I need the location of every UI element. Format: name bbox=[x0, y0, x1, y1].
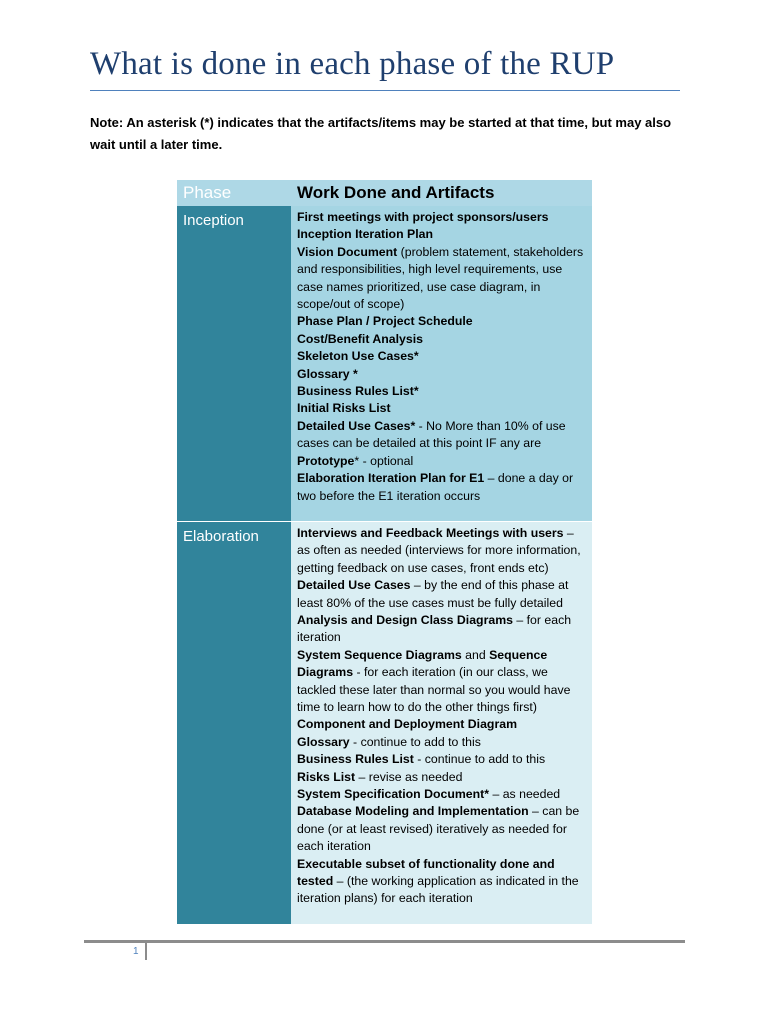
elaboration-artifacts bbox=[291, 521, 592, 923]
artifact-detail: – as often as needed (interviews for more information, getting feedback on use cases, front ends etc) bbox=[297, 525, 581, 575]
artifact-detail: – by the end of this phase at least 80% of the use cases must be fully detailed bbox=[297, 578, 569, 610]
page-number-divider bbox=[145, 943, 147, 960]
artifact-detail: (problem statement, stakeholders and responsibilities, high level requirements, use case names prioritized, use case diagram, in scope/out of scope) bbox=[297, 244, 584, 312]
artifact-name: Inception Iteration Plan bbox=[297, 227, 433, 242]
artifact-item bbox=[297, 418, 586, 453]
artifact-item bbox=[297, 470, 586, 505]
artifact-name: System Specification Document* bbox=[297, 787, 490, 801]
page-title: What is done in each phase of the RUP bbox=[90, 46, 615, 82]
artifact-item bbox=[297, 331, 586, 348]
artifact-name: Risks List bbox=[297, 769, 356, 784]
artifact-detail: – revise as needed bbox=[355, 769, 463, 784]
artifact-name: Database Modeling and Implementation bbox=[297, 804, 529, 819]
artifact-detail: – as needed bbox=[489, 787, 561, 801]
header-work-done: Work Done and Artifacts bbox=[291, 180, 592, 206]
artifact-name: Sequence Diagrams bbox=[297, 647, 548, 680]
artifact-name: Detailed Use Cases bbox=[297, 578, 411, 593]
artifact-detail: - continue to add to this bbox=[413, 752, 546, 767]
rup-phase-table bbox=[177, 180, 592, 924]
artifact-name: Cost/Benefit Analysis bbox=[297, 331, 423, 346]
artifact-item bbox=[297, 716, 586, 733]
artifact-detail: - continue to add to this bbox=[349, 734, 481, 749]
artifact-name: Interviews and Feedback Meetings with users bbox=[297, 525, 564, 540]
artifact-item bbox=[297, 751, 586, 768]
artifact-name: Prototype bbox=[297, 453, 355, 468]
artifact-name: Elaboration Iteration Plan for E1 bbox=[297, 471, 485, 486]
artifact-detail: * - optional bbox=[354, 453, 414, 468]
artifact-name: System Sequence Diagrams bbox=[297, 647, 462, 662]
artifact-name: Business Rules List bbox=[297, 752, 414, 767]
artifact-item bbox=[297, 209, 586, 226]
artifact-item bbox=[297, 383, 586, 400]
artifact-item bbox=[297, 769, 586, 786]
artifact-name: Phase Plan / Project Schedule bbox=[297, 314, 473, 329]
artifact-item bbox=[297, 453, 586, 470]
table-row-elaboration bbox=[177, 521, 592, 923]
artifact-item bbox=[297, 400, 586, 417]
phase-inception: Inception bbox=[177, 206, 291, 521]
artifact-item bbox=[297, 226, 586, 243]
artifact-detail: – can be done (or at least revised) iteratively as needed for each iteration bbox=[297, 804, 580, 854]
artifact-name: Analysis and Design Class Diagrams bbox=[297, 612, 513, 627]
table-header-row bbox=[177, 180, 592, 206]
artifact-detail: - for each iteration (in our class, we tackled these later than normal so you would have time to learn how to do the other things first) bbox=[297, 665, 571, 714]
artifact-detail: – for each iteration bbox=[297, 612, 572, 645]
artifact-item bbox=[297, 856, 586, 908]
artifact-detail: - No More than 10% of use cases can be detailed at this point IF any are bbox=[297, 418, 566, 451]
artifact-detail: and bbox=[461, 647, 490, 662]
artifact-name: Business Rules List* bbox=[297, 384, 419, 399]
artifact-name: Glossary * bbox=[297, 366, 358, 381]
artifact-detail: – done a day or two before the E1 iteration occurs bbox=[297, 471, 574, 503]
asterisk-note: Note: An asterisk (*) indicates that the artifacts/items may be started at that time, but may also wait until a later time. bbox=[90, 115, 672, 152]
artifact-name: Component and Deployment Diagram bbox=[297, 717, 517, 732]
artifact-item bbox=[297, 612, 586, 647]
artifact-item bbox=[297, 366, 586, 383]
footer-rule bbox=[84, 940, 685, 943]
artifact-item bbox=[297, 734, 586, 751]
phase-elaboration: Elaboration bbox=[177, 521, 291, 923]
artifact-item bbox=[297, 525, 586, 577]
artifact-name: Detailed Use Cases* bbox=[297, 418, 416, 433]
artifact-item bbox=[297, 647, 586, 717]
artifact-name: Executable subset of functionality done and tested bbox=[297, 856, 555, 889]
artifact-detail: – (the working application as indicated in the iteration plans) for each iteration bbox=[297, 874, 579, 906]
inception-artifacts bbox=[291, 206, 592, 521]
page-number: 1 bbox=[133, 946, 139, 957]
artifact-item bbox=[297, 803, 586, 855]
artifact-item bbox=[297, 577, 586, 612]
artifact-name: Initial Risks List bbox=[297, 401, 391, 416]
artifact-name: Vision Document bbox=[297, 244, 398, 259]
header-phase: Phase bbox=[177, 180, 291, 206]
artifact-item bbox=[297, 348, 586, 365]
artifact-name: First meetings with project sponsors/users bbox=[297, 210, 549, 224]
artifact-name: Glossary bbox=[297, 734, 350, 749]
artifact-item bbox=[297, 313, 586, 330]
table-row-inception bbox=[177, 206, 592, 521]
artifact-name: Skeleton Use Cases* bbox=[297, 349, 419, 364]
artifact-item bbox=[297, 244, 586, 314]
artifact-item bbox=[297, 786, 586, 803]
title-underline bbox=[90, 90, 680, 91]
